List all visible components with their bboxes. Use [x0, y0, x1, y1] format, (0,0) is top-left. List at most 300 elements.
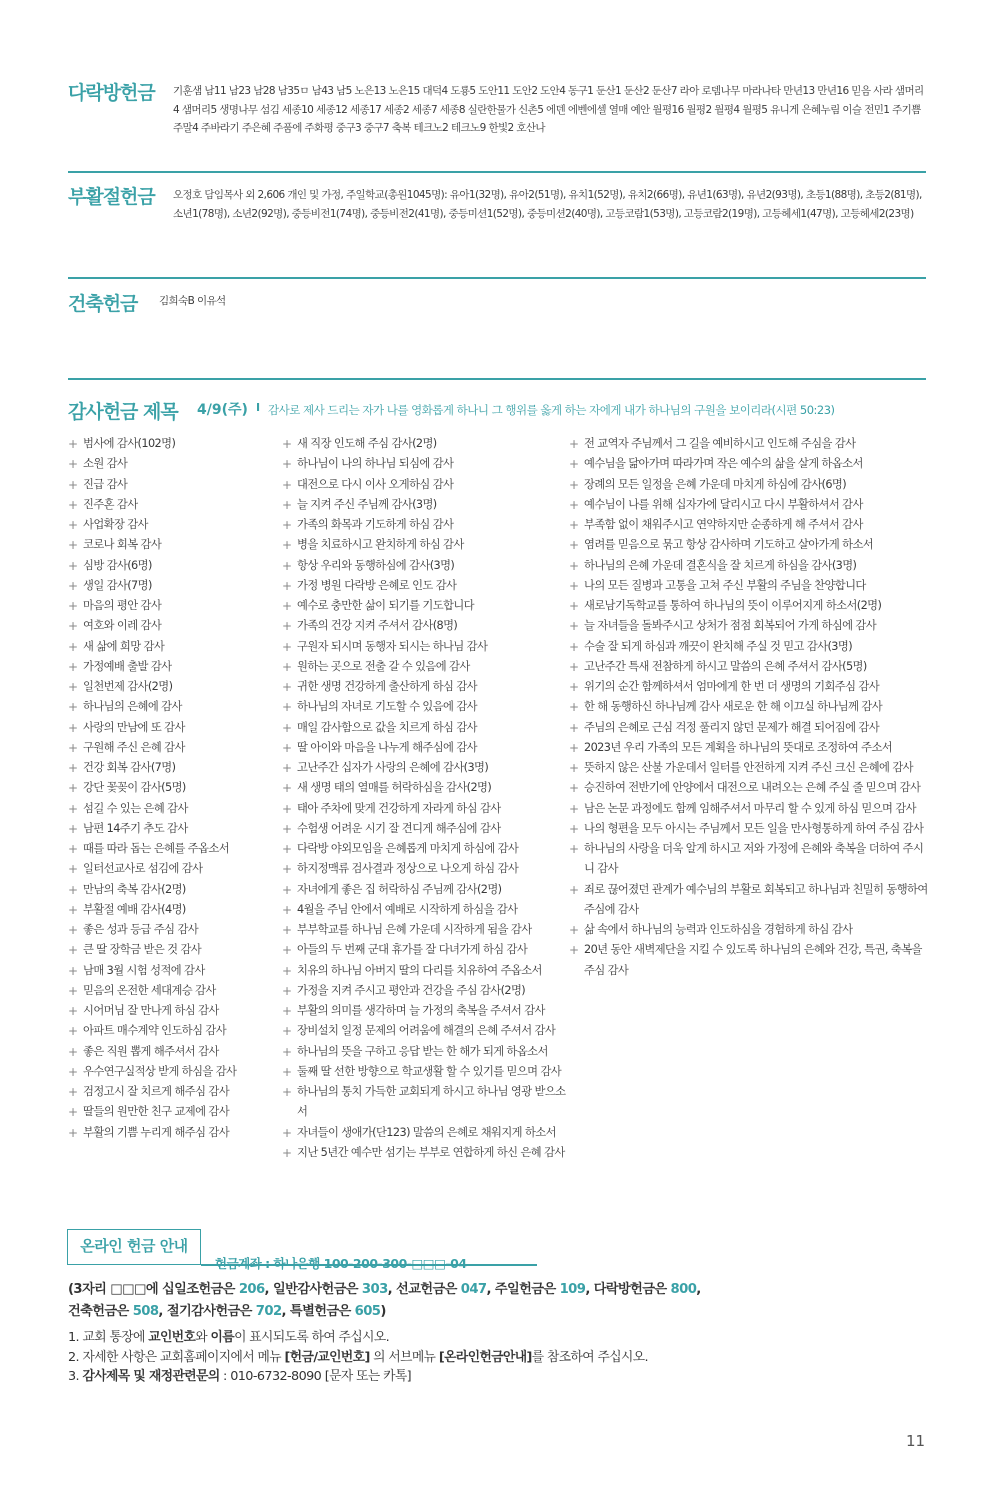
- thanks-item-text: 남은 논문 과정에도 함께 임해주셔서 마무리 할 수 있게 하심 믿으며 감사: [584, 801, 916, 815]
- thanks-item: [569, 576, 931, 596]
- thanks-item: [68, 1082, 273, 1102]
- offering-code-text: , 다락방헌금은: [585, 1282, 671, 1297]
- thanks-item: [569, 758, 931, 778]
- thanks-item-text: 남매 3월 시험 성적에 감사: [83, 963, 205, 977]
- thanks-item-text: 새 삶에 희망 감사: [83, 639, 165, 653]
- page-number: 11: [906, 1432, 926, 1450]
- thanks-item: [569, 556, 931, 576]
- plus-bullet-icon: +: [282, 821, 292, 836]
- plus-bullet-icon: +: [68, 578, 78, 593]
- offering-code-value: 109: [559, 1282, 586, 1297]
- offering-code-text: ,: [696, 1282, 701, 1297]
- plus-bullet-icon: +: [68, 1105, 78, 1120]
- thanks-item: [68, 839, 273, 859]
- plus-bullet-icon: +: [282, 558, 292, 573]
- thanks-item: [282, 859, 567, 879]
- thanks-item: [569, 657, 931, 677]
- thanks-item-text: 가정 병원 다락방 은혜로 인도 감사: [297, 578, 457, 592]
- thanks-item: [68, 657, 273, 677]
- thanks-item-text: 새로남기독학교를 통하여 하나님의 뜻이 이루어지게 하소서(2명): [584, 599, 882, 612]
- offering-code-value: 047: [460, 1282, 487, 1297]
- plus-bullet-icon: +: [68, 538, 78, 553]
- thanks-item: [569, 434, 931, 454]
- thanks-item-text: 지난 5년간 예수만 섬기는 부부로 연합하게 하신 은혜 감사: [297, 1145, 565, 1159]
- thanks-item-text: 강단 꽃꽂이 감사(5명): [83, 781, 186, 795]
- offering-code-value: 605: [354, 1304, 381, 1319]
- plus-bullet-icon: +: [282, 1044, 292, 1059]
- thanks-item-text: 좋은 직원 뽑게 해주셔서 감사: [83, 1044, 219, 1058]
- offering-code-value: 702: [255, 1304, 282, 1319]
- thanks-item: [68, 778, 273, 798]
- offering-code-text: , 선교헌금은: [387, 1282, 461, 1297]
- plus-bullet-icon: +: [282, 882, 292, 897]
- thanks-item: [569, 616, 931, 636]
- plus-bullet-icon: +: [282, 1064, 292, 1079]
- thanks-item-text: 병을 치료하시고 완치하게 하심 감사: [297, 538, 464, 552]
- plus-bullet-icon: +: [68, 1085, 78, 1099]
- darakbang-title: 다락방헌금: [68, 82, 155, 104]
- thanks-item-text: 하나님의 자녀로 기도할 수 있음에 감사: [297, 700, 477, 714]
- thanks-item: [282, 900, 567, 920]
- thanks-item: [68, 677, 273, 697]
- thanks-item: [68, 1021, 273, 1041]
- thanks-item-text: 일천번제 감사(2명): [83, 680, 173, 693]
- plus-bullet-icon: +: [282, 923, 292, 937]
- plus-bullet-icon: +: [282, 983, 292, 998]
- plus-bullet-icon: +: [282, 700, 292, 715]
- plus-bullet-icon: +: [68, 700, 78, 715]
- plus-bullet-icon: +: [68, 599, 78, 613]
- plus-bullet-icon: +: [68, 882, 78, 897]
- thanks-item-text: 생일 감사(7명): [83, 578, 152, 592]
- thanks-item: [282, 1143, 567, 1163]
- plus-bullet-icon: +: [569, 761, 579, 775]
- thanks-item-text: 부부학교를 하나님 은혜 가운데 시작하게 됨을 감사: [297, 923, 532, 936]
- thanks-item-text: 코로나 회복 감사: [83, 538, 162, 552]
- thanks-item-text: 때를 따라 돕는 은혜를 주옵소서: [83, 842, 230, 855]
- offering-code-text: , 주일헌금은: [486, 1282, 560, 1297]
- plus-bullet-icon: +: [68, 781, 78, 796]
- thanks-item-text: 부족함 없이 채워주시고 연약하지만 순종하게 해 주셔서 감사: [584, 518, 863, 531]
- plus-bullet-icon: +: [68, 943, 78, 958]
- thanks-item: [282, 576, 567, 596]
- plus-bullet-icon: +: [68, 659, 78, 674]
- thanks-item-text: 다락방 야외모임을 은혜롭게 마치게 하심에 감사: [297, 842, 519, 855]
- thanks-item: [68, 637, 273, 657]
- thanks-item: [569, 495, 931, 515]
- plus-bullet-icon: +: [282, 680, 292, 694]
- plus-bullet-icon: +: [282, 761, 292, 775]
- plus-bullet-icon: +: [282, 619, 292, 634]
- plus-bullet-icon: +: [282, 943, 292, 958]
- thanks-item: [569, 880, 931, 921]
- plus-bullet-icon: +: [282, 1145, 292, 1160]
- thanks-item: [569, 677, 931, 697]
- thanks-item: [282, 475, 567, 495]
- online-guide-label: 온라인 헌금 안내: [67, 1229, 201, 1265]
- plus-bullet-icon: +: [68, 1125, 78, 1140]
- offering-code-value: 206: [238, 1282, 265, 1297]
- plus-bullet-icon: +: [569, 680, 579, 694]
- thanks-item: [68, 859, 273, 879]
- thanks-item: [282, 637, 567, 657]
- note-1: 1. 교회 통장에 교인번호와 이름이 표시되도록 하여 주십시오.: [68, 1330, 390, 1345]
- thanks-item: [282, 819, 567, 839]
- thanks-item-text: 여호와 이레 감사: [83, 619, 162, 633]
- plus-bullet-icon: +: [68, 761, 78, 775]
- plus-bullet-icon: +: [569, 923, 579, 937]
- thanks-item-text: 한 해 동행하신 하나님께 감사 새로운 한 해 이끄실 하나님께 감사: [584, 700, 883, 714]
- plus-bullet-icon: +: [569, 639, 579, 654]
- thanks-item-text: 구원해 주신 은혜 감사: [83, 740, 185, 754]
- thanks-item: [282, 718, 567, 738]
- thanks-item: [282, 535, 567, 555]
- thanks-item-text: 예수님을 닮아가며 따라가며 작은 예수의 삶을 살게 하옵소서: [584, 457, 863, 471]
- thanks-item-text: 부활절 예배 감사(4명): [83, 902, 186, 916]
- thanks-item-text: 수술 잘 되게 하심과 깨끗이 완치해 주실 것 믿고 감사(3명): [584, 639, 853, 653]
- thanks-item: [68, 556, 273, 576]
- plus-bullet-icon: +: [68, 923, 78, 937]
- offering-code-text: 건축헌금은: [68, 1304, 133, 1319]
- plus-bullet-icon: +: [282, 963, 292, 978]
- thanks-item: [569, 535, 931, 555]
- plus-bullet-icon: +: [569, 842, 579, 856]
- thanks-item: [569, 454, 931, 474]
- thanks-item-text: 건강 회복 감사(7명): [83, 761, 176, 774]
- thanks-item-text: 아파트 매수계약 인도하심 감사: [83, 1024, 227, 1038]
- thanks-item-text: 우수연구실적상 받게 하심을 감사: [83, 1064, 237, 1078]
- thanks-item-text: 시어머님 잘 만나게 하심 감사: [83, 1004, 219, 1017]
- thanks-item: [282, 738, 567, 758]
- note-2: 2. 자세한 사항은 교회홈페이지에서 메뉴 [헌금/교인번호] 의 서브메뉴 [온라인헌금안내]를 참조하여 주십시오.: [68, 1349, 649, 1365]
- offering-code-text: , 특별헌금은: [281, 1304, 355, 1319]
- offering-code-text: ): [380, 1304, 386, 1319]
- plus-bullet-icon: +: [569, 659, 579, 674]
- thanks-item: [569, 718, 931, 738]
- thanks-item: [68, 434, 273, 454]
- plus-bullet-icon: +: [282, 437, 292, 451]
- thanks-item: [68, 1042, 273, 1062]
- thanks-item: [282, 778, 567, 798]
- thanks-item: [282, 1082, 567, 1123]
- plus-bullet-icon: +: [569, 518, 579, 532]
- thanks-item-text: 둘째 딸 선한 방향으로 학교생활 할 수 있기를 믿으며 감사: [297, 1064, 562, 1078]
- thanks-item: [569, 920, 931, 940]
- easter-divider: [68, 277, 926, 279]
- thanks-item: [68, 515, 273, 535]
- plus-bullet-icon: +: [569, 599, 579, 613]
- thanks-item: [68, 940, 273, 960]
- plus-bullet-icon: +: [68, 1064, 78, 1079]
- plus-bullet-icon: +: [68, 619, 78, 634]
- thanks-item: [68, 799, 273, 819]
- thanks-item-text: 치유의 하나님 아버지 딸의 다리를 치유하여 주옵소서: [297, 963, 542, 977]
- plus-bullet-icon: +: [68, 862, 78, 877]
- thanks-item-text: 20년 동안 새벽제단을 지킬 수 있도록 하나님의 은혜와 건강, 특권, 축복을 주심 감사: [584, 943, 922, 977]
- darakbang-divider: [68, 171, 926, 173]
- plus-bullet-icon: +: [282, 599, 292, 613]
- offering-code-value: 303: [361, 1282, 388, 1297]
- thanks-item-text: 하나님의 은혜에 감사: [83, 700, 182, 714]
- thanks-item-text: 하나님의 통치 가득한 교회되게 하시고 하나님 영광 받으소서: [297, 1085, 566, 1119]
- plus-bullet-icon: +: [569, 538, 579, 553]
- thanks-date: 4/9(주): [197, 402, 248, 418]
- plus-bullet-icon: +: [68, 497, 78, 512]
- plus-bullet-icon: +: [282, 862, 292, 877]
- thanks-item-text: 사랑의 만남에 또 감사: [83, 720, 185, 734]
- thanks-item-text: 좋은 성과 등급 주심 감사: [83, 923, 199, 936]
- plus-bullet-icon: +: [282, 1024, 292, 1039]
- thanks-item-text: 가족의 건강 지켜 주셔서 감사(8명): [297, 619, 458, 633]
- plus-bullet-icon: +: [282, 639, 292, 654]
- thanks-item-text: 구원자 되시며 동행자 되시는 하나님 감사: [297, 639, 488, 653]
- plus-bullet-icon: +: [282, 902, 292, 917]
- thanks-item: [569, 778, 931, 798]
- thanks-item-text: 하나님의 뜻을 구하고 응답 받는 한 해가 되게 하옵소서: [297, 1044, 548, 1058]
- thanks-item-text: 염려를 믿음으로 묶고 항상 감사하며 기도하고 살아가게 하소서: [584, 538, 874, 552]
- thanks-item: [282, 1042, 567, 1062]
- thanks-item-text: 믿음의 온전한 세대계승 감사: [83, 983, 216, 997]
- thanks-item: [569, 596, 931, 616]
- thanks-item: [282, 515, 567, 535]
- thanks-item: [282, 880, 567, 900]
- plus-bullet-icon: +: [68, 437, 78, 451]
- plus-bullet-icon: +: [282, 457, 292, 472]
- thanks-item-text: 심방 감사(6명): [83, 558, 152, 572]
- thanks-item-text: 진급 감사: [83, 477, 128, 491]
- thanks-separator: I: [256, 401, 261, 414]
- thanks-item: [282, 839, 567, 859]
- thanks-title: 감사헌금 제목: [68, 401, 178, 423]
- thanks-item: [68, 1062, 273, 1082]
- easter-body: 오정호 담임목사 외 2,606 개인 및 가정, 주일학교(총원1045명): 유아1(32명), 유아2(51명), 유치1(52명), 유치2(66명), 유년1(63명), 유년2(93명), 초등1(88명), 초등2(81명), 소년1(78명), 소년2(92명), 중등비전1(74명), 중등비전2(41명), 중등미션1(52명), 중등미션2(40명), 고등코람1(53명), 고등코람2(19명), 고등헤세1(47명), 고등헤세2(23명): [173, 189, 922, 220]
- thanks-list-column-3: [569, 434, 931, 981]
- thanks-item: [68, 1123, 273, 1143]
- thanks-item-text: 남편 14주기 추도 감사: [83, 821, 188, 835]
- thanks-item-text: 위기의 순간 함께하셔서 엄마에게 한 번 더 생명의 기회주심 감사: [584, 680, 880, 693]
- plus-bullet-icon: +: [282, 842, 292, 856]
- thanks-item-text: 장례의 모든 일정을 은혜 가운데 마치게 하심에 감사(6명): [584, 477, 847, 491]
- plus-bullet-icon: +: [68, 720, 78, 735]
- plus-bullet-icon: +: [68, 963, 78, 978]
- thanks-item: [68, 596, 273, 616]
- thanks-item: [68, 1102, 273, 1122]
- plus-bullet-icon: +: [68, 983, 78, 998]
- thanks-item: [569, 475, 931, 495]
- thanks-item-text: 예수님이 나를 위해 십자가에 달리시고 다시 부활하셔서 감사: [584, 497, 863, 511]
- plus-bullet-icon: +: [282, 1004, 292, 1018]
- thanks-item: [68, 535, 273, 555]
- account-number: 헌금계좌 : 하나은행 100-200-300-□□□-04: [215, 1256, 467, 1271]
- thanks-item-text: 가정예배 출발 감사: [83, 659, 172, 673]
- plus-bullet-icon: +: [68, 1044, 78, 1059]
- thanks-item-text: 섬길 수 있는 은혜 감사: [83, 801, 188, 815]
- plus-bullet-icon: +: [68, 518, 78, 532]
- plus-bullet-icon: +: [282, 781, 292, 796]
- plus-bullet-icon: +: [282, 477, 292, 492]
- thanks-item-text: 승진하여 전반기에 안양에서 대전으로 내려오는 은혜 주실 줄 믿으며 감사: [584, 781, 921, 795]
- thanks-item: [282, 616, 567, 636]
- building-divider: [68, 378, 926, 380]
- thanks-item: [68, 475, 273, 495]
- thanks-item-text: 늘 지켜 주신 주님께 감사(3명): [297, 497, 437, 511]
- darakbang-body: 기훈샘 남11 남23 남28 남35ㅁ 남43 남5 노은13 노은15 대덕4 도룡5 도안11 도안2 도안4 동구1 둔산1 둔산2 둔산7 라아 로뎀나무 마라나타 만년13 만년16 믿음 사라 샘머리4 샘머리5 생명나무 섬김 세종10 세종12 세종17 세종2 세종7 세종8 실란한물가 신촌5 에덴 에벤에셀 열매 예안 월평16 월평2 월평4 월평5 유니게 은혜누림 이슬 전민1 주기쁨 주말4 주바라기 주은혜 주품에 주화평 중구3 중구7 축복 테크노2 테크노9 한빛2 호산나: [173, 85, 924, 134]
- thanks-item: [282, 434, 567, 454]
- easter-title: 부활절헌금: [68, 186, 155, 208]
- thanks-item-text: 검정고시 잘 치르게 해주심 감사: [83, 1085, 230, 1098]
- thanks-item: [68, 880, 273, 900]
- thanks-item: [569, 637, 931, 657]
- offering-code-value: 508: [132, 1304, 159, 1319]
- thanks-item-text: 장비설치 일정 문제의 어려움에 해결의 은혜 주셔서 감사: [297, 1024, 556, 1038]
- thanks-item-text: 뜻하지 않은 산불 가운데서 일터를 안전하게 지켜 주신 크신 은혜에 감사: [584, 761, 913, 774]
- thanks-item-text: 예수로 충만한 삶이 되기를 기도합니다: [297, 599, 474, 612]
- thanks-item-text: 하나님의 사랑을 더욱 알게 하시고 저와 가정에 은혜와 축복을 더하여 주시니 감사: [584, 842, 924, 876]
- plus-bullet-icon: +: [68, 1024, 78, 1039]
- thanks-list-column-2: [282, 434, 567, 1163]
- thanks-item-text: 가정을 지켜 주시고 평안과 건강을 주심 감사(2명): [297, 983, 526, 997]
- plus-bullet-icon: +: [282, 740, 292, 755]
- online-notes: [68, 1328, 648, 1387]
- plus-bullet-icon: +: [282, 518, 292, 532]
- thanks-item-text: 마음의 평안 감사: [83, 599, 162, 612]
- plus-bullet-icon: +: [569, 821, 579, 836]
- thanks-verse: 감사로 제사 드리는 자가 나를 영화롭게 하나니 그 행위를 옳게 하는 자에게 내가 하나님의 구원을 보이리라(시편 50:23): [268, 403, 835, 417]
- thanks-item: [68, 576, 273, 596]
- thanks-item-text: 주님의 은혜로 근심 걱정 풀리지 않던 문제가 해결 되어짐에 감사: [584, 720, 880, 734]
- plus-bullet-icon: +: [68, 821, 78, 836]
- plus-bullet-icon: +: [68, 457, 78, 472]
- thanks-item: [68, 738, 273, 758]
- thanks-item-text: 가족의 화목과 기도하게 하심 감사: [297, 518, 454, 531]
- plus-bullet-icon: +: [569, 477, 579, 492]
- thanks-item-text: 귀한 생명 건강하게 출산하게 하심 감사: [297, 680, 477, 693]
- building-body: 김희숙B 이유석: [159, 295, 226, 307]
- thanks-item-text: 자녀들이 생애가(단123) 말씀의 은혜로 채워지게 하소서: [297, 1125, 556, 1139]
- thanks-list-column-1: [68, 434, 273, 1143]
- plus-bullet-icon: +: [569, 720, 579, 735]
- plus-bullet-icon: +: [569, 437, 579, 451]
- thanks-item-text: 일터선교사로 섬김에 감사: [83, 862, 203, 876]
- thanks-item-text: 만남의 축복 감사(2명): [83, 882, 186, 896]
- thanks-item: [68, 819, 273, 839]
- thanks-item: [282, 677, 567, 697]
- thanks-item: [569, 799, 931, 819]
- offering-code-text: , 절기감사헌금은: [158, 1304, 256, 1319]
- thanks-item: [68, 1001, 273, 1021]
- thanks-item-text: 원하는 곳으로 전출 갈 수 있음에 감사: [297, 659, 470, 673]
- plus-bullet-icon: +: [282, 1125, 292, 1140]
- thanks-item-text: 나의 모든 질병과 고통을 고쳐 주신 부활의 주님을 찬양합니다: [584, 578, 866, 592]
- thanks-item: [282, 596, 567, 616]
- plus-bullet-icon: +: [569, 578, 579, 593]
- thanks-item: [569, 697, 931, 717]
- plus-bullet-icon: +: [68, 680, 78, 694]
- plus-bullet-icon: +: [282, 659, 292, 674]
- thanks-item-text: 고난주간 특새 전참하게 하시고 말씀의 은혜 주셔서 감사(5명): [584, 659, 867, 673]
- plus-bullet-icon: +: [68, 801, 78, 816]
- thanks-item-text: 매일 감사함으로 값을 치르게 하심 감사: [297, 720, 477, 734]
- thanks-item: [68, 900, 273, 920]
- thanks-item: [282, 981, 567, 1001]
- plus-bullet-icon: +: [569, 457, 579, 472]
- thanks-item: [68, 454, 273, 474]
- plus-bullet-icon: +: [569, 558, 579, 573]
- thanks-item-text: 소원 감사: [83, 457, 128, 471]
- thanks-item: [68, 616, 273, 636]
- thanks-item: [282, 1062, 567, 1082]
- offering-codes-line-1: [68, 1279, 928, 1301]
- thanks-item: [68, 961, 273, 981]
- plus-bullet-icon: +: [282, 538, 292, 553]
- plus-bullet-icon: +: [282, 497, 292, 512]
- thanks-item: [282, 940, 567, 960]
- thanks-item-text: 사업확장 감사: [83, 518, 148, 531]
- thanks-item-text: 나의 형편을 모두 아시는 주님께서 모든 일을 만사형통하게 하여 주심 감사: [584, 821, 924, 835]
- thanks-item: [282, 1123, 567, 1143]
- thanks-item-text: 전 교역자 주님께서 그 길을 예비하시고 인도해 주심을 감사: [584, 437, 856, 450]
- plus-bullet-icon: +: [569, 943, 579, 958]
- thanks-item: [282, 799, 567, 819]
- thanks-item-text: 2023년 우리 가족의 모든 계획을 하나님의 뜻대로 조정하여 주소서: [584, 740, 893, 754]
- thanks-item: [282, 1021, 567, 1041]
- thanks-item-text: 고난주간 십자가 사랑의 은혜에 감사(3명): [297, 761, 489, 774]
- offering-codes-line-2: [68, 1301, 928, 1323]
- thanks-item: [569, 738, 931, 758]
- thanks-item-text: 삶 속에서 하나님의 능력과 인도하심을 경험하게 하심 감사: [584, 923, 853, 936]
- note-3: 3. 감사제목 및 재정관련문의 : 010-6732-8090 [문자 또는 카톡]: [68, 1369, 411, 1384]
- plus-bullet-icon: +: [569, 801, 579, 816]
- thanks-item: [282, 556, 567, 576]
- thanks-item-text: 새 직장 인도해 주심 감사(2명): [297, 437, 437, 450]
- thanks-item: [282, 454, 567, 474]
- plus-bullet-icon: +: [68, 740, 78, 755]
- thanks-item-text: 하나님의 은혜 가운데 결혼식을 잘 치르게 하심을 감사(3명): [584, 558, 857, 572]
- thanks-item-text: 아들의 두 번째 군대 휴가를 잘 다녀가게 하심 감사: [297, 943, 528, 957]
- plus-bullet-icon: +: [282, 720, 292, 735]
- thanks-item-text: 대전으로 다시 이사 오게하심 감사: [297, 477, 454, 491]
- plus-bullet-icon: +: [68, 902, 78, 917]
- thanks-item: [569, 839, 931, 880]
- thanks-item: [282, 920, 567, 940]
- plus-bullet-icon: +: [282, 578, 292, 593]
- plus-bullet-icon: +: [569, 700, 579, 715]
- plus-bullet-icon: +: [68, 842, 78, 856]
- thanks-item: [569, 940, 931, 981]
- plus-bullet-icon: +: [68, 639, 78, 654]
- thanks-item: [569, 515, 931, 535]
- offering-code-text: , 일반감사헌금은: [264, 1282, 362, 1297]
- plus-bullet-icon: +: [569, 619, 579, 634]
- thanks-item-text: 늘 자녀들을 돌봐주시고 상처가 점점 회복되어 가게 하심에 감사: [584, 619, 877, 633]
- thanks-item-text: 딸 아이와 마음을 나누게 해주심에 감사: [297, 740, 477, 754]
- thanks-item-text: 죄로 끊어졌던 관계가 예수님의 부활로 회복되고 하나님과 친밀히 동행하여 주심에 감사: [584, 882, 928, 916]
- thanks-item-text: 범사에 감사(102명): [83, 437, 176, 450]
- plus-bullet-icon: +: [68, 1004, 78, 1018]
- thanks-item: [68, 981, 273, 1001]
- thanks-item: [68, 718, 273, 738]
- thanks-item: [68, 495, 273, 515]
- thanks-item-text: 항상 우리와 동행하심에 감사(3명): [297, 558, 455, 572]
- offering-code-text: (3자리 □□□에 십일조헌금은: [68, 1282, 239, 1297]
- thanks-item: [282, 697, 567, 717]
- plus-bullet-icon: +: [569, 781, 579, 796]
- plus-bullet-icon: +: [282, 801, 292, 816]
- thanks-item-text: 하나님이 나의 하나님 되심에 감사: [297, 457, 454, 471]
- thanks-item: [68, 697, 273, 717]
- plus-bullet-icon: +: [569, 740, 579, 755]
- thanks-item: [282, 758, 567, 778]
